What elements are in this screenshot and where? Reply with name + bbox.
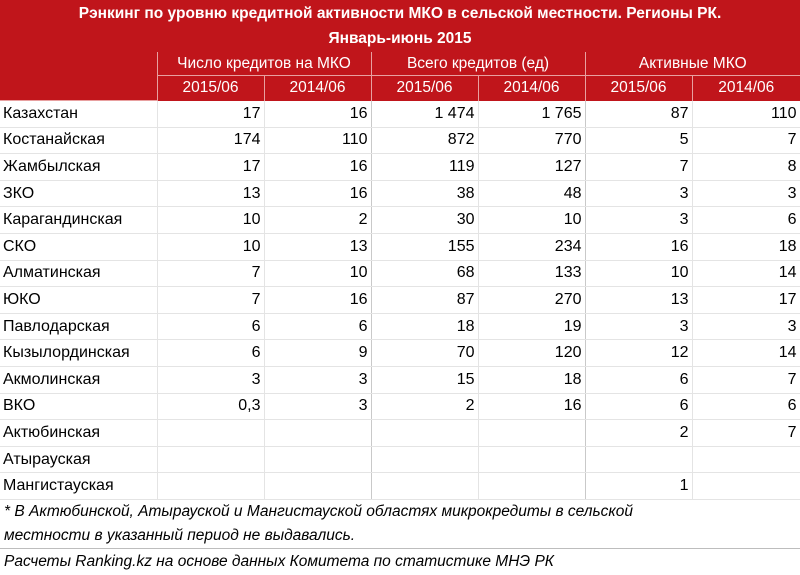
region-name: ЗКО (0, 180, 157, 207)
table-row (0, 420, 800, 447)
value-cell (478, 473, 585, 500)
region-name: Костанайская (0, 127, 157, 154)
value-cell: 2 (264, 207, 371, 234)
value-cell: 1 (585, 473, 692, 500)
value-cell: 6 (264, 313, 371, 340)
value-cell (157, 473, 264, 500)
value-cell: 17 (157, 101, 264, 128)
value-cell: 13 (585, 287, 692, 314)
value-cell: 48 (478, 180, 585, 207)
value-cell: 10 (264, 260, 371, 287)
region-name: Кызылординская (0, 340, 157, 367)
group-header-active-mfo: Активные МКО (585, 52, 800, 76)
value-cell: 8 (692, 154, 800, 181)
region-name: Жамбылская (0, 154, 157, 181)
value-cell: 234 (478, 233, 585, 260)
value-cell: 6 (692, 207, 800, 234)
period-header: 2014/06 (692, 76, 800, 101)
value-cell (264, 473, 371, 500)
value-cell: 10 (157, 207, 264, 234)
value-cell: 7 (157, 287, 264, 314)
value-cell (371, 473, 478, 500)
value-cell (157, 446, 264, 473)
value-cell: 2 (585, 420, 692, 447)
table-row (0, 154, 800, 181)
value-cell: 13 (264, 233, 371, 260)
table-row (0, 287, 800, 314)
value-cell: 7 (157, 260, 264, 287)
value-cell (692, 473, 800, 500)
region-name: ВКО (0, 393, 157, 420)
value-cell: 70 (371, 340, 478, 367)
value-cell: 3 (264, 366, 371, 393)
value-cell: 3 (692, 313, 800, 340)
value-cell: 6 (585, 366, 692, 393)
value-cell: 7 (692, 420, 800, 447)
region-name: СКО (0, 233, 157, 260)
value-cell (585, 446, 692, 473)
value-cell (478, 420, 585, 447)
table-row (0, 393, 800, 420)
value-cell: 9 (264, 340, 371, 367)
value-cell: 6 (157, 340, 264, 367)
value-cell: 110 (264, 127, 371, 154)
value-cell: 16 (264, 154, 371, 181)
value-cell (157, 420, 264, 447)
value-cell: 16 (585, 233, 692, 260)
value-cell: 110 (692, 101, 800, 128)
table-row (0, 207, 800, 234)
region-header-empty (0, 52, 157, 101)
value-cell (692, 446, 800, 473)
period-header: 2014/06 (478, 76, 585, 101)
value-cell (478, 446, 585, 473)
table-row (0, 446, 800, 473)
group-header-loans-per-mfo: Число кредитов на МКО (157, 52, 371, 76)
table-row (0, 180, 800, 207)
value-cell (371, 420, 478, 447)
region-name: Алматинская (0, 260, 157, 287)
value-cell: 2 (371, 393, 478, 420)
value-cell: 17 (692, 287, 800, 314)
value-cell: 18 (478, 366, 585, 393)
region-name: Карагандинская (0, 207, 157, 234)
value-cell: 3 (585, 313, 692, 340)
value-cell: 13 (157, 180, 264, 207)
value-cell: 17 (157, 154, 264, 181)
region-name: Павлодарская (0, 313, 157, 340)
table-row (0, 233, 800, 260)
value-cell: 87 (371, 287, 478, 314)
region-name: Акмолинская (0, 366, 157, 393)
value-cell: 7 (692, 127, 800, 154)
value-cell: 12 (585, 340, 692, 367)
value-cell: 14 (692, 340, 800, 367)
period-header: 2014/06 (264, 76, 371, 101)
table-row (0, 260, 800, 287)
table-body (0, 101, 800, 500)
value-cell: 3 (157, 366, 264, 393)
value-cell (371, 446, 478, 473)
value-cell: 10 (585, 260, 692, 287)
table-row (0, 313, 800, 340)
value-cell: 1 765 (478, 101, 585, 128)
value-cell: 155 (371, 233, 478, 260)
value-cell: 68 (371, 260, 478, 287)
value-cell: 119 (371, 154, 478, 181)
value-cell: 16 (264, 180, 371, 207)
value-cell: 38 (371, 180, 478, 207)
value-cell: 3 (585, 207, 692, 234)
group-header-total-loans: Всего кредитов (ед) (371, 52, 585, 76)
footnote-line1: * В Актюбинской, Атырауской и Мангистауской областях микрокредиты в сельской (0, 499, 800, 524)
table-title-line2: Январь-июнь 2015 (0, 26, 800, 52)
value-cell: 0,3 (157, 393, 264, 420)
table-row (0, 340, 800, 367)
value-cell: 3 (585, 180, 692, 207)
region-name: Казахстан (0, 101, 157, 128)
value-cell: 7 (585, 154, 692, 181)
table-row (0, 366, 800, 393)
value-cell: 6 (157, 313, 264, 340)
value-cell (264, 420, 371, 447)
period-header: 2015/06 (585, 76, 692, 101)
period-header: 2015/06 (157, 76, 264, 101)
period-header: 2015/06 (371, 76, 478, 101)
value-cell: 16 (264, 287, 371, 314)
table-row (0, 127, 800, 154)
value-cell: 18 (371, 313, 478, 340)
value-cell: 1 474 (371, 101, 478, 128)
value-cell: 10 (157, 233, 264, 260)
value-cell: 87 (585, 101, 692, 128)
value-cell (264, 446, 371, 473)
value-cell: 16 (264, 101, 371, 128)
region-name: Актюбинская (0, 420, 157, 447)
value-cell: 127 (478, 154, 585, 181)
value-cell: 19 (478, 313, 585, 340)
value-cell: 3 (692, 180, 800, 207)
value-cell: 270 (478, 287, 585, 314)
region-name: Атырауская (0, 446, 157, 473)
value-cell: 16 (478, 393, 585, 420)
value-cell: 15 (371, 366, 478, 393)
region-name: ЮКО (0, 287, 157, 314)
source-note: Расчеты Ranking.kz на основе данных Комитета по статистике МНЭ РК (0, 548, 800, 575)
value-cell: 133 (478, 260, 585, 287)
value-cell: 18 (692, 233, 800, 260)
table-row (0, 101, 800, 128)
value-cell: 770 (478, 127, 585, 154)
region-name: Мангистауская (0, 473, 157, 500)
value-cell: 174 (157, 127, 264, 154)
value-cell: 30 (371, 207, 478, 234)
value-cell: 7 (692, 366, 800, 393)
value-cell: 6 (692, 393, 800, 420)
value-cell: 6 (585, 393, 692, 420)
value-cell: 872 (371, 127, 478, 154)
footnote-line2: местности в указанный период не выдавались. (4, 526, 356, 544)
value-cell: 10 (478, 207, 585, 234)
value-cell: 14 (692, 260, 800, 287)
table-title-line1: Рэнкинг по уровню кредитной активности МКО в сельской местности. Регионы РК. (0, 0, 800, 26)
value-cell: 120 (478, 340, 585, 367)
value-cell: 3 (264, 393, 371, 420)
value-cell: 5 (585, 127, 692, 154)
table-row (0, 473, 800, 500)
